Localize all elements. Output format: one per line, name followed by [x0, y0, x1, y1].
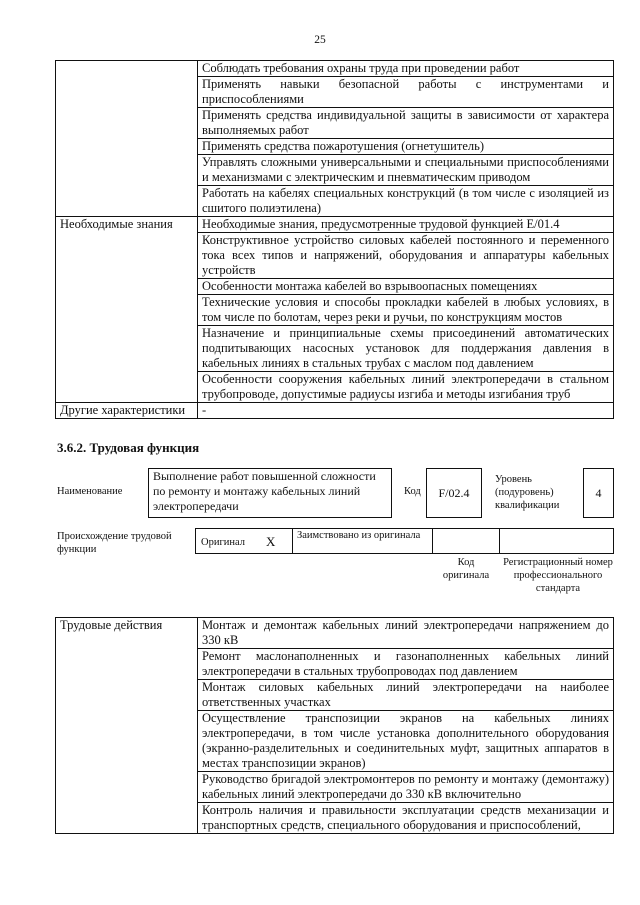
origin-box — [195, 528, 614, 554]
table-cell: Монтаж и демонтаж кабельных линий электропередачи напряжением до 330 кВ — [198, 618, 614, 649]
table-cell: Назначение и принципиальные схемы присоединений автоматических подпитывающих насосных установок для поддержания давления в кабельных линиях в стальных трубах с маслом под давлением — [198, 326, 614, 372]
reg-caption: Регистрационный номер профессионального стандарта — [503, 557, 613, 594]
divider — [499, 529, 500, 553]
divider — [292, 529, 293, 553]
table-cell: Применять навыки безопасной работы с инструментами и приспособлениями — [198, 77, 614, 108]
row-label: Другие характеристики — [56, 403, 198, 419]
table-cell: Применять средства пожаротушения (огнетушитель) — [198, 139, 614, 155]
table-cell: Особенности сооружения кабельных линий электропередачи в стальном трубопроводе, допустимые радиусы изгиба и методы изгибания труб — [198, 372, 614, 403]
labor-actions-table — [55, 617, 614, 834]
table-row — [56, 61, 614, 77]
row-label: Трудовые действия — [56, 618, 198, 834]
table-row — [56, 217, 614, 233]
row-label — [56, 61, 198, 217]
original-mark: X — [266, 534, 276, 549]
level-value: 4 — [583, 468, 614, 518]
section-heading: 3.6.2. Трудовая функция — [57, 440, 200, 455]
table-cell: Ремонт маслонаполненных и газонаполненных кабельных линий электропередачи в стальных трубопроводах под давлением — [198, 649, 614, 680]
table-row — [56, 403, 614, 419]
table-cell: - — [198, 403, 614, 419]
table-cell: Применять средства индивидуальной защиты в зависимости от характера выполняемых работ — [198, 108, 614, 139]
table-cell: Управлять сложными универсальными и специальными приспособлениями и механизмами с электрическим и пневматическим приводом — [198, 155, 614, 186]
code-label: Код — [404, 486, 421, 497]
table-cell: Конструктивное устройство силовых кабелей постоянного и переменного тока всех типов и напряжений, оборудования и аппаратуры кабельных устройств — [198, 233, 614, 279]
row-label: Необходимые знания — [56, 217, 198, 403]
divider — [432, 529, 433, 553]
code-value: F/02.4 — [426, 468, 482, 518]
borrowed-label: Заимствовано из оригинала — [297, 530, 421, 541]
name-label: Наименование — [57, 486, 123, 497]
table-cell: Монтаж силовых кабельных линий электропередачи на наиболее ответственных участках — [198, 680, 614, 711]
table-cell: Соблюдать требования охраны труда при проведении работ — [198, 61, 614, 77]
table-cell: Работать на кабелях специальных конструкций (в том числе с изоляцией из сшитого полиэтилена) — [198, 186, 614, 217]
page-number: 25 — [314, 34, 326, 46]
table-cell: Осуществление транспозиции экранов на кабельных линиях электропередачи, в том числе установка дополнительного оборудования (экранно-разделительных и соединительных муфт, защитных аппаратов в местах транспозиции экранов) — [198, 711, 614, 772]
level-label: Уровень (подуровень) квалификации — [495, 474, 560, 511]
table-cell: Технические условия и способы прокладки кабелей в любых условиях, в том числе по болотам, через реки и ручьи, по конструкциям мостов — [198, 295, 614, 326]
table-cell: Контроль наличия и правильности эксплуатации средств механизации и транспортных средств, специального оборудования и приспособлений, — [198, 803, 614, 834]
origin-label: Происхождение трудовой функции — [57, 531, 172, 555]
table-cell: Руководство бригадой электромонтеров по ремонту и монтажу (демонтажу) кабельных линий электропередачи до 330 кВ включительно — [198, 772, 614, 803]
original-label: Оригинал — [201, 537, 245, 548]
table-cell: Особенности монтажа кабелей во взрывоопасных помещениях — [198, 279, 614, 295]
code-caption: Код оригинала — [442, 557, 490, 581]
function-name: Выполнение работ повышенной сложности по ремонту и монтажу кабельных линий электропередачи — [148, 468, 392, 518]
table-cell: Необходимые знания, предусмотренные трудовой функцией E/01.4 — [198, 217, 614, 233]
skills-knowledge-table — [55, 60, 614, 419]
table-row — [56, 618, 614, 649]
